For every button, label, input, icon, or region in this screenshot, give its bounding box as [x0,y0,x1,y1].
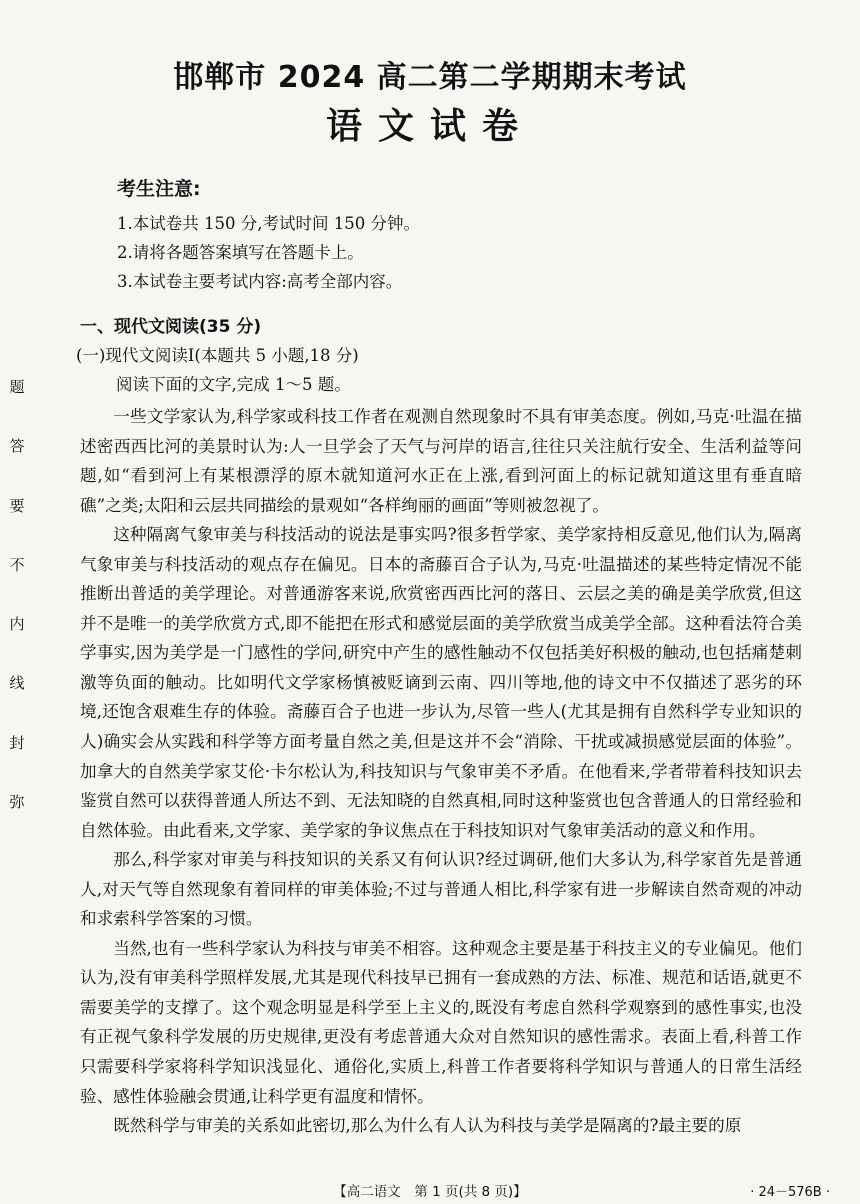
passage-paragraph: 那么,科学家对审美与科技知识的关系又有何认识?经过调研,他们大多认为,科学家首先是普通人,对天气等自然现象有着同样的审美体验;不过与普通人相比,科学家有进一步解读自然奇观的冲动和求索科学答案的习惯。 [80,850,802,929]
section-heading: 一、现代文阅读(35 分) [80,317,262,337]
seal-strip-char: 线 [9,674,25,693]
passage-paragraph: 一些文学家认为,科学家或科技工作者在观测自然现象时不具有审美态度。例如,马克·吐温在描述密西西比河的美景时认为:人一旦学会了天气与河岸的语言,往往只关注航行安全、生活利益等问题,如“看到河上有某根漂浮的原木就知道河水正在上涨,看到河面上的标记就知道这里有垂直暗礁”之类;太阳和云层共同描绘的景观如“各样绚丽的画面”等则被忽视了。 [80,407,802,515]
exam-subject-title: 语文试卷 [325,106,534,147]
notice-item: 2.请将各题答案填写在答题卡上。 [117,243,364,262]
seal-strip-char: 封 [9,733,25,752]
passage-paragraph: 既然科学与审美的关系如此密切,那么为什么有人认为科技与美学是隔离的?最主要的原 [113,1116,742,1136]
passage-paragraph: 当然,也有一些科学家认为科技与审美不相容。这种观念主要是基于科技主义的专业偏见。他们认为,没有审美科学照样发展,尤其是现代科技早已拥有一套成熟的方法、标准、规范和话语,就更不需要美学的支撑了。这个观念明显是科学至上主义的,既没有考虑自然科学观察到的感性事实,也没有正视气象科学发展的历史规律,更没有考虑普通大众对自然知识的感性需求。表面上看,科普工作只需要科学家将科学知识浅显化、通俗化,实质上,科普工作者要将科学知识与普通人的日常生活经验、感性体验融会贯通,让科学更有温度和情怀。 [80,938,802,1106]
subsection-heading: (一)现代文阅读Ⅰ(本题共 5 小题,18 分) [76,346,359,365]
exam-title: 邯郸市 2024 高二第二学期期末考试 [173,60,687,95]
passage-paragraph: 这种隔离气象审美与科技活动的说法是事实吗?很多哲学家、美学家持相反意见,他们认为,隔离气象审美与科技活动的观点存在偏见。日本的斋藤百合子认为,马克·吐温描述的某些特定情况不能推断出普适的美学理论。对普通游客来说,欣赏密西西比河的落日、云层之美的确是美学欣赏,但这并不是唯一的美学欣赏方式,即不能把在形式和感觉层面的美学欣赏当成美学全部。这种看法符合美学事实,因为美学是一门感性的学问,研究中产生的感性触动不仅包括美好积极的触动,也包括痛楚刺激等负面的触动。比如明代文学家杨慎被贬谪到云南、四川等地,他的诗文中不仅描述了恶劣的环境,还饱含艰难生存的体验。斋藤百合子也进一步认为,尽管一些人(尤其是拥有自然科学专业知识的人)确实会从实践和科学等方面考量自然之美,但是这并不会“消除、干扰或减损感觉层面的体验”。加拿大的自然美学家艾伦·卡尔松认为,科技知识与气象审美不矛盾。在他看来,学者带着科技知识去鉴赏自然可以获得普通人所达不到、无法知晓的自然真相,同时这种鉴赏也包含普通人的日常经验和自然体验。由此看来,文学家、美学家的争议焦点在于科技知识对气象审美活动的意义和作用。 [80,525,802,840]
notice-item: 3.本试卷主要考试内容:高考全部内容。 [117,272,403,291]
page-footer: 【高二语文 第 1 页(共 8 页)】 [333,1184,527,1200]
seal-strip-char: 内 [9,615,25,634]
seal-strip-char: 要 [9,496,25,515]
seal-strip-char: 题 [9,378,25,396]
paper-code: · 24－576B · [750,1185,830,1200]
notice-item: 1.本试卷共 150 分,考试时间 150 分钟。 [117,214,420,233]
seal-strip-char: 不 [9,555,25,574]
seal-strip-char: 弥 [9,792,25,811]
seal-line-strip [6,380,28,810]
candidate-notice [117,174,797,296]
seal-strip-char: 答 [9,437,25,456]
reading-passage [80,402,802,1141]
notice-title: 考生注意: [117,178,201,200]
reading-instruction: 阅读下面的文字,完成 1～5 题。 [116,375,351,394]
